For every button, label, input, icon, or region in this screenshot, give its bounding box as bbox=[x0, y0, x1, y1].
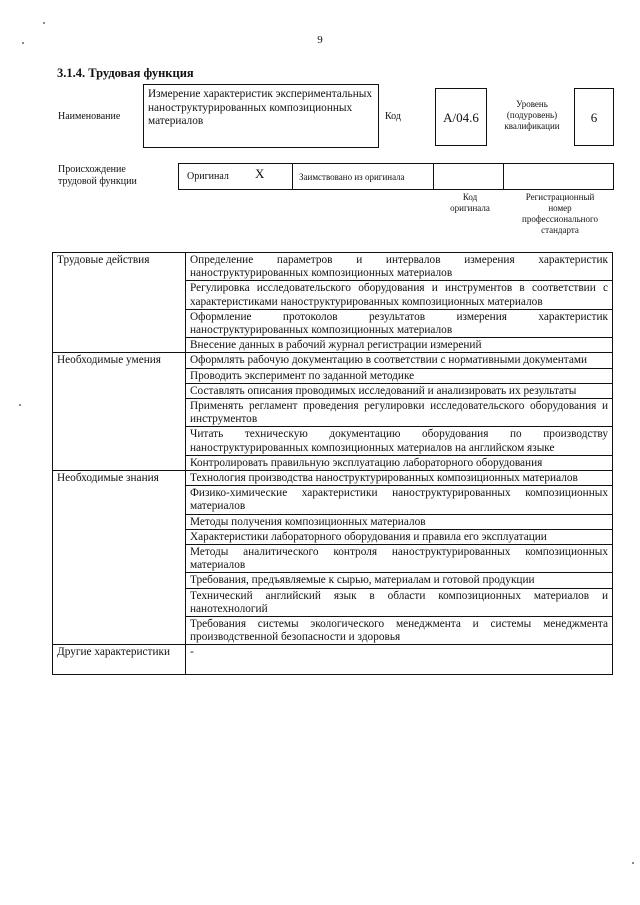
scan-speck bbox=[632, 862, 634, 864]
table-cell: Методы аналитического контроля наноструктурированных композиционных материалов bbox=[186, 545, 613, 573]
table-row bbox=[53, 645, 613, 675]
reg-number-line-1: Регистрационный bbox=[525, 192, 595, 202]
origin-label-line-2: трудовой функции bbox=[58, 176, 137, 187]
code-label: Код bbox=[385, 111, 401, 122]
function-name-box: Измерение характеристик экспериментальных наноструктурированных композиционных материалов bbox=[143, 84, 379, 148]
table-cell: Оформлять рабочую документацию в соответствии с нормативными документами bbox=[186, 353, 613, 368]
qualification-level-box: 6 bbox=[574, 88, 614, 146]
table-cell: Оформление протоколов результатов измерения характеристик наноструктурированных композиционных материалов bbox=[186, 309, 613, 337]
table-cell: Внесение данных в рабочий журнал регистрации измерений bbox=[186, 338, 613, 353]
reg-number-line-2: номер bbox=[548, 203, 572, 213]
table-cell: Проводить эксперимент по заданной методике bbox=[186, 368, 613, 383]
reg-number-line-4: стандарта bbox=[541, 225, 579, 235]
table-cell: Технический английский язык в области композиционных материалов и нанотехнологий bbox=[186, 588, 613, 616]
origin-divider-1 bbox=[292, 163, 293, 190]
table-cell: Физико-химические характеристики наноструктурированных композиционных материалов bbox=[186, 486, 613, 514]
scan-speck bbox=[22, 42, 24, 44]
level-label-line-3: квалификации bbox=[504, 121, 560, 131]
table-cell: Контролировать правильную эксплуатацию лабораторного оборудования bbox=[186, 455, 613, 470]
table-row bbox=[53, 471, 613, 486]
original-mark: X bbox=[255, 166, 265, 181]
category-cell: Трудовые действия bbox=[53, 253, 186, 353]
scan-speck bbox=[19, 404, 21, 406]
category-cell: Необходимые знания bbox=[53, 471, 186, 645]
origin-divider-2 bbox=[433, 163, 434, 190]
table-cell: Характеристики лабораторного оборудования и правила его эксплуатации bbox=[186, 529, 613, 544]
origin-label-line-1: Происхождение bbox=[58, 164, 126, 175]
category-cell: Необходимые умения bbox=[53, 353, 186, 471]
origin-divider-3 bbox=[503, 163, 504, 190]
function-code-box: А/04.6 bbox=[435, 88, 487, 146]
origin-label bbox=[58, 164, 137, 188]
table-cell: Технология производства наноструктурированных композиционных материалов bbox=[186, 471, 613, 486]
borrowed-label: Заимствовано из оригинала bbox=[299, 172, 405, 182]
code-original-line-2: оригинала bbox=[450, 203, 490, 213]
name-label: Наименование bbox=[58, 111, 121, 122]
page-number: 9 bbox=[317, 34, 323, 46]
table-cell: Требования, предъявляемые к сырью, материалам и готовой продукции bbox=[186, 573, 613, 588]
category-cell: Другие характеристики bbox=[53, 645, 186, 675]
reg-number-label bbox=[506, 192, 614, 236]
table-row bbox=[53, 253, 613, 281]
code-original-line-1: Код bbox=[462, 192, 478, 202]
function-table bbox=[52, 252, 613, 675]
table-cell: Методы получения композиционных материалов bbox=[186, 514, 613, 529]
section-heading: 3.1.4. Трудовая функция bbox=[57, 66, 194, 80]
table-cell: Определение параметров и интервалов измерения характеристик наноструктурированных композиционных материалов bbox=[186, 253, 613, 281]
level-label-line-2: (подуровень) bbox=[506, 110, 558, 120]
level-label bbox=[493, 99, 571, 132]
scan-speck bbox=[43, 22, 45, 24]
table-cell: - bbox=[186, 645, 613, 675]
level-label-line-1: Уровень bbox=[516, 99, 548, 109]
table-cell: Применять регламент проведения регулировки исследовательского оборудования и инструментов bbox=[186, 399, 613, 427]
original-label: Оригинал bbox=[187, 171, 229, 182]
table-cell: Составлять описания проводимых исследований и анализировать их результаты bbox=[186, 383, 613, 398]
reg-number-line-3: профессионального bbox=[522, 214, 598, 224]
table-row bbox=[53, 353, 613, 368]
code-original-label bbox=[440, 192, 500, 214]
table-cell: Требования системы экологического менеджмента и системы менеджмента производственной безопасности и здоровья bbox=[186, 617, 613, 645]
table-cell: Читать техническую документацию оборудования по производству наноструктурированных композиционных материалов на английском языке bbox=[186, 427, 613, 455]
table-cell: Регулировка исследовательского оборудования и инструментов в соответствии с характеристиками наноструктурированных композиционных материалов bbox=[186, 281, 613, 309]
